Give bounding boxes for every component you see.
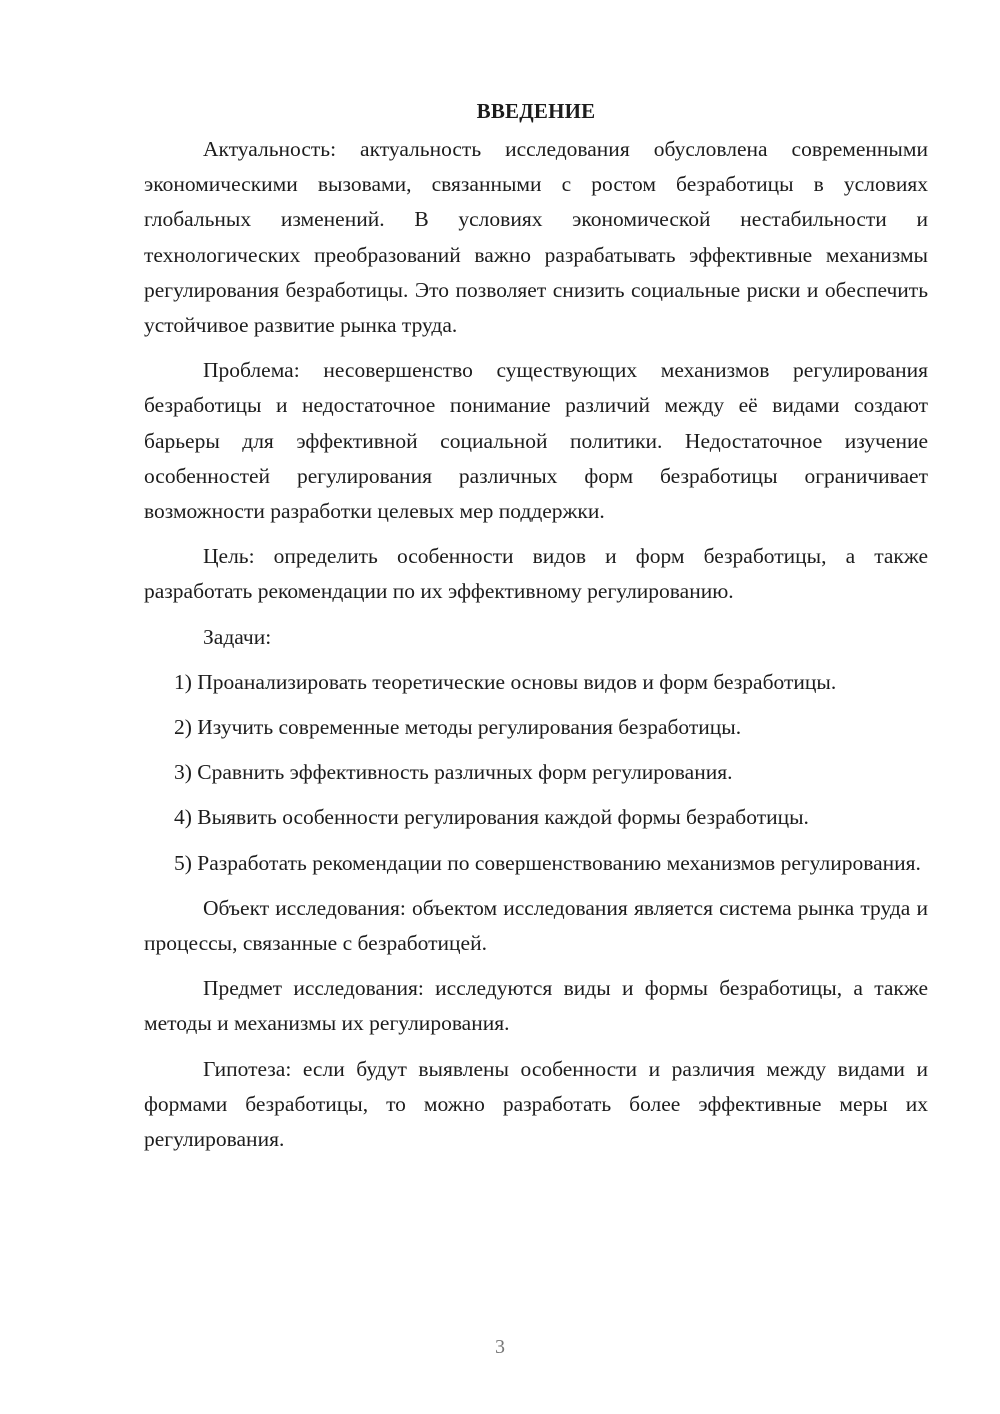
problem-paragraph: Проблема: несовершенство существующих механизмов регулирования безработицы и недостаточное понимание различий между её видами создают барьеры для эффективной социальной политики. Недостаточное изучение особенностей регулирования различных форм безработицы ограничивает возможности разработки целевых мер поддержки. [144, 358, 928, 524]
task-item: 1) Проанализировать теоретические основы видов и форм безработицы. [174, 669, 837, 694]
page-content [144, 96, 928, 1167]
task-item: 5) Разработать рекомендации по совершенствованию механизмов регулирования. [174, 850, 921, 875]
tasks-heading: Задачи: [203, 624, 272, 649]
subject-paragraph: Предмет исследования: исследуются виды и формы безработицы, а также методы и механизмы их регулирования. [144, 976, 928, 1036]
task-item: 4) Выявить особенности регулирования каждой формы безработицы. [174, 805, 809, 830]
relevance-paragraph: Актуальность: актуальность исследования обусловлена современными экономическими вызовами, связанными с ростом безработицы в условиях глобальных изменений. В условиях экономической нестабильности и технологических преобразований важно разрабатывать эффективные механизмы регулирования безработицы. Это позволяет снизить социальные риски и обеспечить устойчивое развитие рынка труда. [144, 137, 928, 338]
hypothesis-paragraph: Гипотеза: если будут выявлены особенности и различия между видами и формами безработицы, то можно разработать более эффективные меры их регулирования. [144, 1056, 928, 1152]
goal-paragraph: Цель: определить особенности видов и форм безработицы, а также разработать рекомендации по их эффективному регулированию. [144, 544, 928, 604]
task-item: 3) Сравнить эффективность различных форм регулирования. [174, 760, 733, 785]
task-item: 2) Изучить современные методы регулирования безработицы. [174, 715, 742, 740]
section-title: ВВЕДЕНИЕ [476, 99, 596, 123]
page-number: 3 [495, 1336, 505, 1358]
object-paragraph: Объект исследования: объектом исследования является система рынка труда и процессы, связанные с безработицей. [144, 895, 928, 956]
